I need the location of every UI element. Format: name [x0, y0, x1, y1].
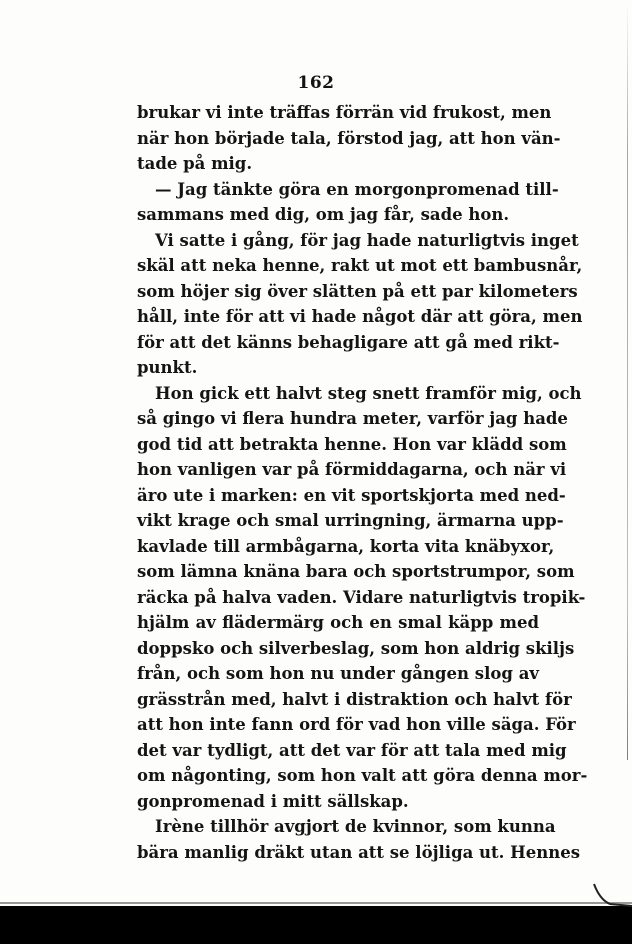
text-line: tade på mig.: [137, 154, 253, 173]
text-line: om någonting, som hon valt att göra denna mor-: [137, 766, 588, 785]
page-edge: [627, 0, 628, 760]
text-line: vikt krage och smal urringning, ärmarna upp-: [137, 511, 564, 530]
page-corner: [592, 880, 632, 908]
text-line: bära manlig dräkt utan att se löjliga ut. Hennes: [137, 842, 581, 862]
text-line: — Jag tänkte göra en morgonpromenad till-: [155, 179, 559, 199]
text-line: skäl att neka henne, rakt ut mot ett bambusnår,: [137, 256, 583, 275]
text-line: räcka på halva vaden. Vidare naturligtvis tropik-: [137, 587, 586, 607]
text-line: punkt.: [137, 358, 198, 377]
text-line: håll, inte för att vi hade något där att göra, men: [137, 307, 583, 326]
text-line: att hon inte fann ord för vad hon ville säga. För: [137, 715, 576, 734]
text-line: gonpromenad i mitt sällskap.: [137, 791, 409, 811]
text-line: Irène tillhör avgjort de kvinnor, som kunna: [155, 817, 556, 836]
text-line: doppsko och silverbeslag, som hon aldrig skiljs: [137, 638, 575, 658]
text-line: när hon började tala, förstod jag, att hon vän-: [137, 128, 561, 148]
text-line: brukar vi inte träffas förrän vid frukost, men: [137, 103, 552, 122]
text-line: som höjer sig över slätten på ett par kilometers: [137, 281, 578, 301]
text-line: god tid att betrakta henne. Hon var klädd som: [137, 434, 567, 454]
text-line: som lämna knäna bara och sportstrumpor, som: [137, 562, 575, 581]
scan-edge-line: [0, 902, 632, 904]
text-line: Vi satte i gång, för jag hade naturligtvis inget: [155, 230, 579, 250]
body-text: [137, 100, 588, 865]
text-line: äro ute i marken: en vit sportskjorta med ned-: [137, 485, 566, 505]
scan-border: [0, 906, 632, 944]
page-number: 162: [297, 73, 335, 93]
text-line: så gingo vi flera hundra meter, varför jag hade: [137, 409, 568, 428]
text-line: hjälm av flädermärg och en smal käpp med: [137, 613, 539, 632]
text-line: för att det känns behagligare att gå med rikt-: [137, 332, 560, 352]
text-line: kavlade till armbågarna, korta vita knäbyxor,: [137, 536, 555, 556]
text-line: hon vanligen var på förmiddagarna, och när vi: [137, 460, 567, 479]
text-line: grässtrån med, halvt i distraktion och halvt för: [137, 689, 572, 709]
text-line: från, och som hon nu under gången slog av: [137, 664, 539, 683]
text-line: Hon gick ett halvt steg snett framför mig, och: [155, 383, 582, 403]
text-line: det var tydligt, att det var för att tala med mig: [137, 740, 567, 760]
text-line: sammans med dig, om jag får, sade hon.: [137, 205, 510, 224]
